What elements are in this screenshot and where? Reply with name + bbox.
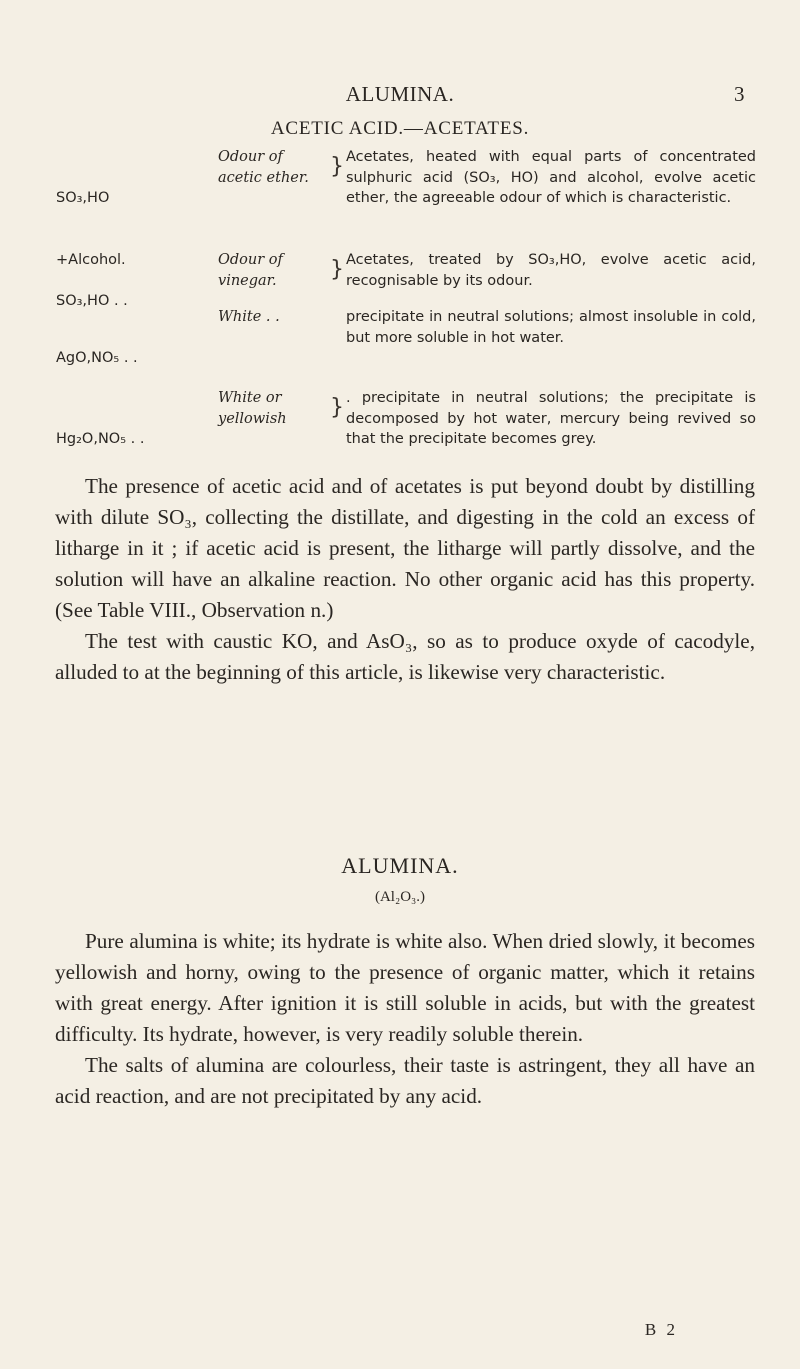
alumina-text <box>55 926 755 1112</box>
result-text: Odour of <box>218 149 283 165</box>
paragraph: The salts of alumina are colourless, their taste is astringent, they all have an acid reaction, and are not precipitated by any acid. <box>55 1053 755 1108</box>
result-text: White . . <box>218 309 280 325</box>
reagent-text: +Alcohol. <box>56 251 126 268</box>
alumina-formula: (Al₂O₃.) <box>374 889 426 905</box>
result-text: Odour of <box>218 252 283 268</box>
running-head <box>0 82 800 108</box>
brace-icon: } <box>330 154 344 179</box>
reagent-text: AgO,NO₅ . . <box>56 350 138 366</box>
paragraph: Pure alumina is white; its hydrate is white also. When dried slowly, it becomes yellowish and horny, owing to the presence of organic matter, which it retains with great energy. After ignition it is still soluble in acids, but with the greatest difficulty. Its hydrate, however, is very readily soluble therein. <box>55 929 755 1046</box>
paragraph: The test with caustic KO, and AsO₃, so as to produce oxyde of cacodyle, alluded to at the beginning of this article, is likewise very characteristic. <box>55 629 755 684</box>
page-number: 3 <box>734 82 745 106</box>
brace-icon: } <box>330 257 344 282</box>
section-heading: ACETIC ACID.—ACETATES. <box>270 118 530 139</box>
result-text: yellowish <box>218 410 287 427</box>
result-text: White or <box>218 390 282 406</box>
reagent-text: Hg₂O,NO₅ . . <box>56 431 145 447</box>
acetic-acid-text <box>55 471 755 688</box>
description-cell: Acetates, treated by SO₃,HO, evolve acetic acid, recognisable by its odour. <box>346 252 756 289</box>
result-text: acetic ether. <box>218 169 309 186</box>
reagent-text: SO₃,HO <box>56 190 110 206</box>
description-cell: Acetates, heated with equal parts of concentrated sulphuric acid (SO₃, HO) and alcohol, evolve acetic ether, the agreeable odour of which is characteristic. <box>346 149 756 206</box>
running-title: ALUMINA. <box>345 82 455 106</box>
paragraph: The presence of acetic acid and of acetates is put beyond doubt by distilling with dilute SO₃, collecting the distillate, and digesting in the cold an excess of litharge in it ; if acetic acid is present, the litharge will partly dissolve, and the solution will have an alkaline reaction. No other organic acid has this property. (See Table VIII., Observation n.) <box>55 474 755 622</box>
description-cell: precipitate in neutral solutions; almost insoluble in cold, but more soluble in hot water. <box>346 309 756 346</box>
result-cell <box>218 307 336 328</box>
reagent-text: SO₃,HO . . <box>56 293 128 309</box>
result-cell <box>218 147 336 188</box>
result-cell <box>218 388 336 429</box>
alumina-heading: ALUMINA. <box>341 853 459 878</box>
result-text: vinegar. <box>218 272 277 289</box>
description-cell: . precipitate in neutral solutions; the precipitate is decomposed by hot water, mercury being revived so that the precipitate becomes grey. <box>346 390 756 447</box>
result-cell <box>218 250 336 291</box>
signature-mark: B 2 <box>644 1320 678 1339</box>
brace-icon: } <box>330 395 344 420</box>
